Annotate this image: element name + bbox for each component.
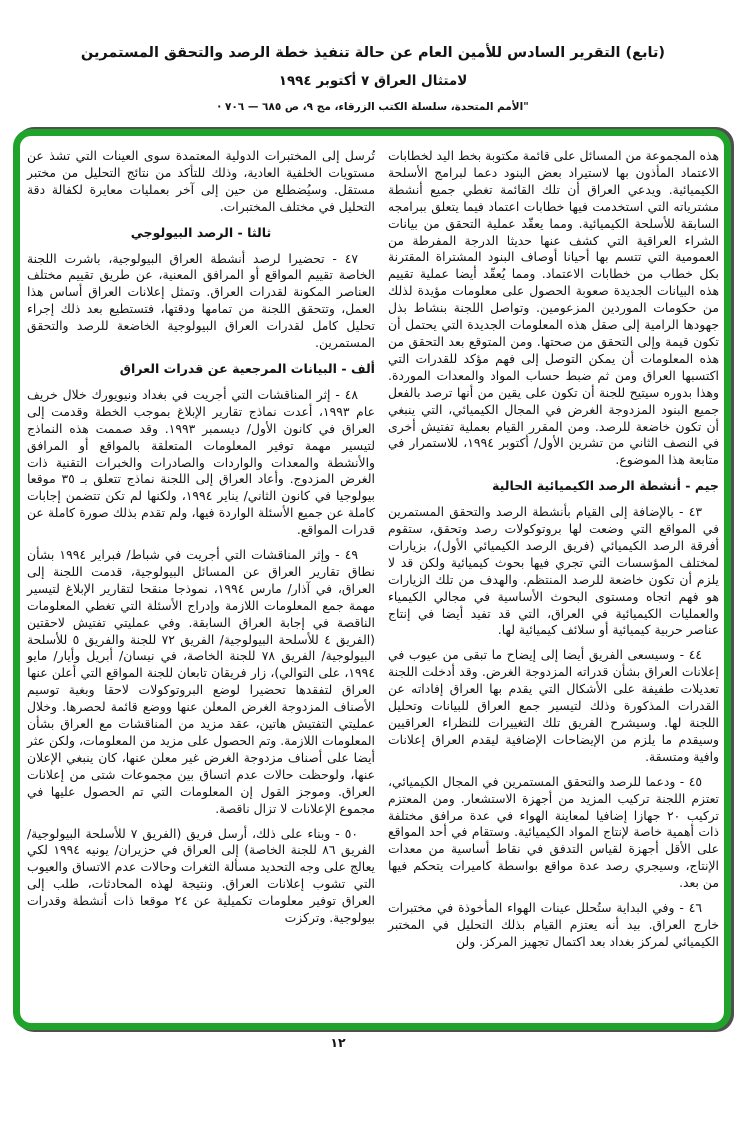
section-heading-jeem-current-chemical-monitoring: جيم - أنشطة الرصد الكيميائية الحالية [491, 478, 719, 494]
section-heading-alif-baseline-data: ألف - البيانات المرجعية عن قدرات العراق [119, 360, 375, 376]
section-heading-thalithan-biological-monitoring: ثالثا - الرصد البيولوجي [130, 224, 272, 240]
paragraph-44: ٤٤ - وسيسعى الفريق أيضا إلى إيضاح ما تبقى من عيوب في إعلانات العراق بشأن قدراته المزدوجة الغرض. وقد أدخلت اللجنة تعديلات طفيفة على الأشكال التي يقدم بها العراق إفاداته عن القدرات المذكورة وذلك لتيسير جمع العراق للبيانات وتحليل اللجنة لها. وسيشرح الفريق تلك التغييرات للنظراء العراقيين وسيقدم ما يلزم من الإيضاحات الإضافية ليقدم العراق إعلانات وافية ومتسقة. [388, 647, 719, 764]
page-number: ١٢ [330, 1035, 346, 1050]
document-header [28, 44, 718, 113]
paragraph-48: ٤٨ - إثر المناقشات التي أجريت في بغداد ونيويورك خلال خريف عام ١٩٩٣، أعدت نماذج تقارير الإبلاغ بموجب الخطة وقدمت إلى العراق في كانون الأول/ ديسمبر ١٩٩٣. وقد صممت هذه النماذج لتيسير مهمة توفير المعلومات المتعلقة بالمواقع أو المرافق والأنشطة والمعدات والواردات والصادرات والخبرات التقنية ذات الغرض المزدوج. وأعاد العراق إلى اللجنة نماذج تتعلق بـ ٣٥ موقعا بيولوجيا في كانون الثاني/ يناير ١٩٩٤، ولكنها لم تكن تتضمن إجابات كاملة عن جميع الأسئلة الواردة فيها، ولم تقدم بذلك صورة كاملة عن قدرات المواقع. [27, 386, 375, 538]
paragraph-continuation-labs: تُرسل إلى المختبرات الدولية المعتمدة سوى العينات التي تشذ عن مستويات الخلفية العادية، وذلك للتأكد من نتائج التحليل من مختبر مستقل. وسيُضطلع من حين إلى آخر بعمليات معايرة لكفالة دقة التحليل في مختلف المختبرات. [27, 148, 375, 214]
green-border-frame [13, 129, 731, 1030]
paragraph-49: ٤٩ - وإثر المناقشات التي أجريت في شباط/ فبراير ١٩٩٤ بشأن نطاق تقارير العراق عن المسائل البيولوجية، قدمت اللجنة إلى العراق، في آذار/ مارس ١٩٩٤، نموذجا منقحا لتقارير الإبلاغ لتيسير مهمة جمع المعلومات اللازمة وإدراج الأسئلة التي تغطي المعلومات الناقصة في إجابة العراق السابقة. وفي عمليتي تفتيش لاحقتين (الفريق ٤ للأسلحة البيولوجية/ الفريق ٧٢ للجنة والفريق ٥ للأسلحة البيولوجية/ الفريق ٧٨ للجنة الخاصة، في نيسان/ أبريل وأيار/ مايو ١٩٩٤، على التوالي)، زار فريقان تابعان للجنة المواقع التي أعلن عنها العراق لتفقدها تحضيرا لوضع البروتوكولات لاحقا وبغية توسيم الأصناف المزدوجة الغرض المعلن عنها ووضع قائمة لحصرها. وخلال عمليتي التفتيش هاتين، عقد مزيد من المناقشات مع العراق بشأن المعلومات اللازمة. وتم الحصول على مزيد من المعلومات، ولكن عثر أيضا على أصناف مزدوجة الغرض غير معلن عنها، كان ينبغي الإعلان عنها، ولوحظت حالات عدم اتساق بين مجموعات شتى من إعلانات العراق. وموجز القول إن المعلومات التي تم الحصول عليها في مجموع الإعلانات لا تزال ناقصة. [27, 547, 375, 816]
report-title-line: (تابع) التقرير السادس للأمين العام عن حالة تنفيذ خطة الرصد والتحقق المستمرين [80, 45, 666, 61]
column-left [27, 148, 375, 935]
paragraph-46: ٤٦ - وفي البداية ستُحلل عينات الهواء المأخوذة في مختبرات خارج العراق. بيد أنه يعتزم القيام بذلك التحليل في المختبر الكيميائي لمركز بغداد بعد اكتمال تجهيز المركز. ولن [388, 900, 719, 949]
paragraph-43: ٤٣ - بالإضافة إلى القيام بأنشطة الرصد والتحقق المستمرين في المواقع التي وضعت لها بروتوكولات رصد وتحقق، ستقوم أفرقة الرصد الكيميائي (فريق الرصد الكيميائي الأول)، بزيارات لمختلف المؤسسات التي تجري فيها بحوث كيميائية ولكن قد لا يلزم أن تكون خاضعة للرصد المنتظم. والهدف من تلك الزيارات هو فهم اتجاه ومستوى البحوث الأساسية في مجالي الكيمياء والعمليات الكيميائية في العراق، التي قد تفيد أيضا في إنتاج عناصر حربية كيميائية أو سلائف كيميائية لها. [388, 504, 719, 638]
source-citation-line: "الأمم المتحدة، سلسلة الكتب الزرقاء، مج ٩، ص ٦٨٥ — ٧٠٦ · [217, 101, 529, 114]
paragraph-50: ٥٠ - وبناء على ذلك، أرسل فريق (الفريق ٧ للأسلحة البيولوجية/ الفريق ٨٦ للجنة الخاصة) إلى العراق في حزيران/ يونيه ١٩٩٤ لكي يعالج على وجه التحديد مسألة الثغرات وحالات عدم الاتساق والعيوب التي تشوب إعلانات العراق. ونتيجة لهذه المحادثات، طلب إلى العراق توفير معلومات تكميلية عن ٢٤ موقعا ذات أنشطة وقدرات بيولوجية. وتركزت [27, 825, 376, 926]
paragraph-47: ٤٧ - تحضيرا لرصد أنشطة العراق البيولوجية، باشرت اللجنة الخاصة تقييم المواقع أو المرافق المعنية، عن طريق تقييم مختلف العناصر المكونة لقدرات العراق. وتمثل إعلانات العراق أساس هذا العمل، وتتحقق اللجنة من تمامها ودقتها، فتستطيع بعد ذلك إجراء تحليل كامل لقدرات العراق البيولوجية الخاضعة للرصد والتحقق المستمرين. [27, 250, 375, 351]
paragraph-45: ٤٥ - ودعما للرصد والتحقق المستمرين في المجال الكيميائي، تعتزم اللجنة تركيب المزيد من أجهزة الاستشعار. ومن المعتزم تركيب ٢٠ جهازا إضافيا لمعاينة الهواء في عدة مرافق مختلفة ذات أهمية خاصة لإنتاج المواد الكيميائية. وستقام في أحد المواقع على الأقل أجهزة لقياس التدفق في نقاط أساسية من معدات الإنتاج، وسيجري رصد عدة مواقع بواسطة كاميرات يتحكم فيها من بعد. [388, 773, 720, 891]
column-right [388, 148, 719, 959]
report-subtitle-line: لامتثال العراق ٧ أكتوبر ١٩٩٤ [278, 73, 468, 90]
paragraph-continuation-chemical: هذه المجموعة من المسائل على قائمة مكتوبة بخط اليد لخطابات الاعتماد المأذون بها لاستيراد بعض البنود دعما لبرامج الأسلحة الكيميائية. ويدعي العراق أن تلك القائمة تغطي جميع أنشطة مشترياته التي استخدمت فيها خطابات اعتماد فيما يتعلق ببرامجه السابقة للأسلحة الكيميائية. ومما يعقّد عملية التحقق من بيانات الشراء العراقية التي كشف عنها حديثا الدرجة المفرطة من العمومية التي تتسم بها أحيانا أوصاف البنود المشتراة المقترنة بكل خطاب من خطابات الاعتماد. ومما يُعقّد أيضا عملية تقييم هذه البيانات الجديدة صعوبة الحصول على معلومات مؤيدة لذلك من حكومات الموردين المزعومين. وتواصل اللجنة بنشاط بذل جهودها الرامية إلى صقل هذه المعلومات الجديدة التي يحتمل أن تكون قيمة وإلى التحقق من صحتها. ومن المتوقع بعد التحقق من هذه المعلومات أن يمكن التوصل إلى فهم مؤكد للقدرات التي اكتسبها العراق ومن ثم ضبط حساب المواد والمعدات الموردة. وهذا بدوره سيتيح للجنة أن تكون على يقين من أنها ترصد بالفعل جميع البنود المزدوجة الغرض في المجال الكيميائي، التي ينبغي أن تكون خاضعة للرصد. ومن المقرر القيام بعملية تفتيش أخرى في النصف الثاني من تشرين الأول/ أكتوبر ١٩٩٤، للاستمرار في متابعة هذا الموضوع. [388, 148, 719, 468]
